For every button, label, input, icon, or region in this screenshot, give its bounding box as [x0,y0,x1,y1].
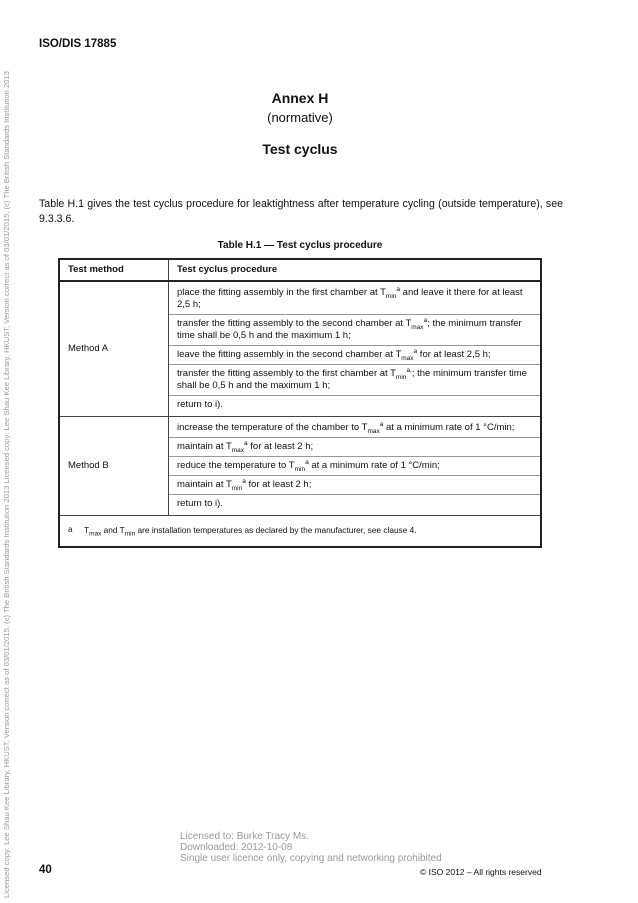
procedure-step: return to i). [169,395,540,414]
procedure-step: place the fitting assembly in the first chamber at $T_{min}^a$ and leave it there for at least 2,5 h; [177,285,523,310]
method-a-label: Method A [59,281,169,417]
annex-label: Annex H [271,90,329,106]
table-row [59,417,541,516]
annex-type: (normative) [267,110,333,125]
method-a-steps [169,281,542,417]
table-row [59,281,541,417]
procedure-step: transfer the fitting assembly to the first chamber at $T_{min}^{a,}$; the minimum transfer time shall be 0,5 h and the maximum 1 h; [169,364,540,395]
document-id: ISO/DIS 17885 [39,38,117,50]
header-test-cyclus-procedure: Test cyclus procedure [169,259,542,281]
intro-paragraph: Table H.1 gives the test cyclus procedure for leaktightness after temperature cycling (outside temperature), see 9.3.3.6. [39,198,563,225]
procedure-step: maintain at $T_{max}^a$ for at least 2 h; [169,437,540,456]
side-watermark-text: Licensed copy: Lee Shau Kee Library, HKUST, Version correct as of 03/01/2015, (c) The British Standards Institution 2013 Licensed copy: Lee Shau Kee Library, HKUST, Version correct as of 03/01/2015, (c) The British Standards Institution 2013 [2,71,11,898]
procedure-step: reduce the temperature to $T_{min}^a$ at a minimum rate of 1 °C/min; [169,456,540,475]
procedure-step: maintain at $T_{min}^a$ for at least 2 h; [169,475,540,494]
procedure-table [58,258,542,548]
license-line: Downloaded: 2012-10-08 [180,842,293,854]
footnote-text: $T_{max}$ and $T_{min}$ are installation temperatures as declared by the manufacturer, see clause 4. [84,524,417,538]
procedure-step: leave the fitting assembly in the second chamber at $T_{max}^a$ for at least 2,5 h; [169,345,540,364]
method-b-steps [169,417,542,516]
method-b-label: Method B [59,417,169,516]
procedure-step: return to i). [169,494,540,513]
license-line: Licensed to: Burke Tracy Ms. [180,831,309,842]
table-footnote [59,516,541,548]
license-watermark [180,831,442,865]
copyright-notice: © ISO 2012 – All rights reserved [420,867,542,877]
page-number: 40 [39,864,52,876]
table-header-row [59,259,541,281]
header-test-method: Test method [59,259,169,281]
license-line: Single user licence only, copying and networking prohibited [180,853,442,865]
table-footnote-row [59,516,541,548]
footnote-marker: a [68,524,73,534]
procedure-step: transfer the fitting assembly to the second chamber at $T_{max}^a$; the minimum transfer time shall be 0,5 h and the maximum 1 h; [169,314,540,345]
side-watermark [0,0,14,903]
procedure-step: increase the temperature of the chamber to $T_{max}^a$ at a minimum rate of 1 °C/min; [177,420,515,435]
table-caption: Table H.1 — Test cyclus procedure [217,240,383,251]
annex-title: Test cyclus [262,141,338,157]
